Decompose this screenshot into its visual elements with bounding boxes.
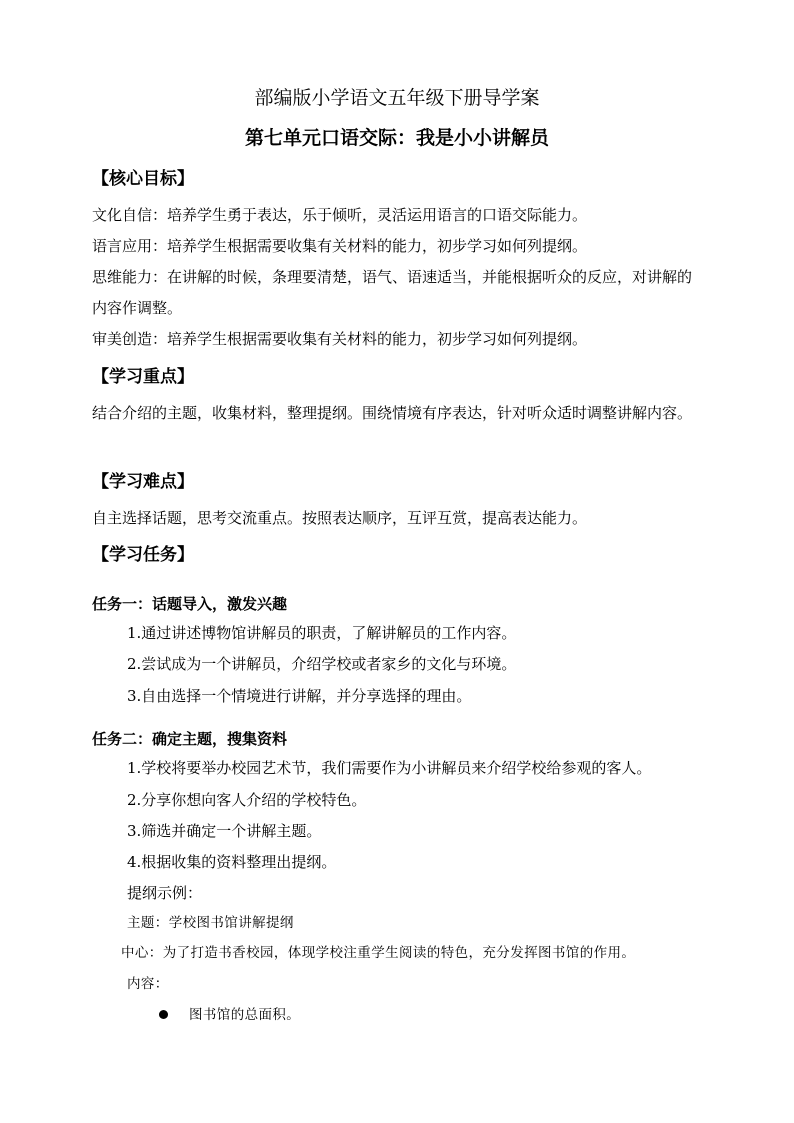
document-title: 部编版小学语文五年级下册导学案 xyxy=(254,87,540,109)
task2-title: 任务二：确定主题，搜集资料 xyxy=(92,730,288,748)
task1-item-3: 3.自由选择一个情境进行讲解，并分享选择的理由。 xyxy=(127,687,472,705)
bullet-dot-icon xyxy=(159,1010,168,1019)
core-goal-culture: 文化自信：培养学生勇于表达，乐于倾听，灵活运用语言的口语交际能力。 xyxy=(92,206,588,224)
core-goal-language: 语言应用：培养学生根据需要收集有关材料的能力，初步学习如何列提纲。 xyxy=(92,237,588,255)
core-goal-aesthetic: 审美创造：培养学生根据需要收集有关材料的能力，初步学习如何列提纲。 xyxy=(92,330,588,348)
difficulties-text: 自主选择话题，思考交流重点。按照表达顺序，互评互赏，提高表达能力。 xyxy=(92,509,588,527)
outline-center: 中心：为了打造书香校园，体现学校注重学生阅读的特色，充分发挥图书馆的作用。 xyxy=(121,945,636,961)
task2-item-1: 1.学校将要举办校园艺术节，我们需要作为小讲解员来介绍学校给参观的客人。 xyxy=(127,759,652,777)
outline-content-label: 内容： xyxy=(127,976,169,992)
outline-bullet-item: 图书馆的总面积。 xyxy=(189,1007,301,1023)
difficulties-heading: 【学习难点】 xyxy=(92,472,194,492)
document-subtitle: 第七单元口语交际：我是小小讲解员 xyxy=(244,127,549,149)
core-goals-heading: 【核心目标】 xyxy=(92,169,194,189)
outline-example-label: 提纲示例： xyxy=(127,884,203,902)
core-goal-thinking: 思维能力：在讲解的时候，条理要清楚，语气、语速适当，并能根据听众的反应，对讲解的内容作调整。 xyxy=(92,268,693,317)
key-points-text: 结合介绍的主题，收集材料，整理提纲。围绕情境有序表达，针对听众适时调整讲解内容。 xyxy=(92,404,693,422)
task2-item-2: 2.分享你想向客人介绍的学校特色。 xyxy=(127,791,367,809)
task2-item-3: 3.筛选并确定一个讲解主题。 xyxy=(127,822,322,840)
task1-title: 任务一：话题导入，激发兴趣 xyxy=(92,595,288,613)
task1-item-2: 2.尝试成为一个讲解员，介绍学校或者家乡的文化与环境。 xyxy=(127,655,517,673)
outline-topic: 主题：学校图书馆讲解提纲 xyxy=(127,915,294,931)
task1-item-1: 1.通过讲述博物馆讲解员的职责，了解讲解员的工作内容。 xyxy=(127,624,517,642)
key-points-heading: 【学习重点】 xyxy=(92,367,194,387)
tasks-heading: 【学习任务】 xyxy=(92,545,194,565)
task2-item-4: 4.根据收集的资料整理出提纲。 xyxy=(127,853,337,871)
